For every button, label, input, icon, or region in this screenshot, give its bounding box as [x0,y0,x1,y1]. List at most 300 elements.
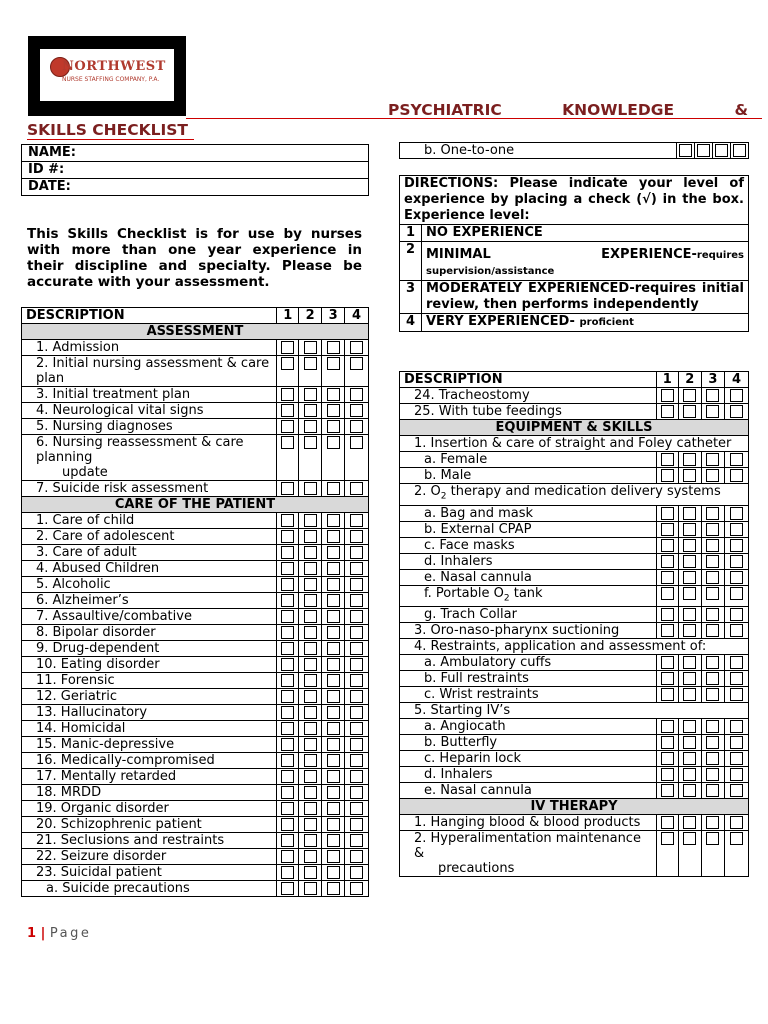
checkbox-level-2[interactable] [304,674,317,687]
checkbox-level-3[interactable] [706,720,719,733]
checkbox-level-4[interactable] [350,530,363,543]
checkbox-level-4[interactable] [730,720,743,733]
section-assessment: ASSESSMENT [22,324,369,340]
checkbox-level-3[interactable] [327,420,340,433]
checklist-row [22,673,369,689]
checkbox-level-3[interactable] [706,389,719,402]
checkbox-level-1[interactable] [281,594,294,607]
checkbox-level-1[interactable] [281,706,294,719]
checkbox-level-2[interactable] [304,882,317,895]
checkbox-level-4[interactable] [350,388,363,401]
checkbox-level-2[interactable] [683,523,696,536]
checkbox-level-1[interactable] [281,754,294,767]
checkbox-level-2[interactable] [304,770,317,783]
item-label: 10. Eating disorder [22,657,277,673]
checkbox-level-1[interactable] [661,832,674,845]
checkbox-level-3[interactable] [715,144,728,157]
checklist-row [22,387,369,403]
section-iv-therapy: IV THERAPY [400,799,749,815]
checklist-row [22,689,369,705]
checkbox-level-4[interactable] [350,436,363,449]
checkbox-level-1[interactable] [661,768,674,781]
checkbox-level-1[interactable] [281,514,294,527]
checkbox-level-1[interactable] [661,752,674,765]
item-label: 15. Manic-depressive [22,737,277,753]
checkbox-level-2[interactable] [683,688,696,701]
checkbox-level-2[interactable] [304,786,317,799]
checkbox-level-3[interactable] [327,786,340,799]
checkbox-level-2[interactable] [683,656,696,669]
checkbox-level-4[interactable] [730,736,743,749]
checkbox-level-3[interactable] [327,578,340,591]
checkbox-level-1[interactable] [281,482,294,495]
checkbox-level-2[interactable] [683,571,696,584]
item-label: 4. Neurological vital signs [22,403,277,419]
checkbox-level-4[interactable] [730,571,743,584]
checkbox-level-3[interactable] [327,530,340,543]
checkbox-level-3[interactable] [327,482,340,495]
item-label: c. Face masks [400,537,657,553]
checklist-row [22,817,369,833]
item-label: 19. Organic disorder [22,801,277,817]
checkbox-level-3[interactable] [706,453,719,466]
checkbox-level-4[interactable] [730,453,743,466]
checkbox-level-1[interactable] [281,420,294,433]
checkbox-level-3[interactable] [327,850,340,863]
item-label: 3. Initial treatment plan [22,387,277,403]
section-equipment-skills: EQUIPMENT & SKILLS [400,420,749,436]
checkbox-level-2[interactable] [304,690,317,703]
checkbox-level-1[interactable] [281,341,294,354]
checkbox-level-1[interactable] [281,546,294,559]
checkbox-level-2[interactable] [304,562,317,575]
checkbox-level-3[interactable] [327,562,340,575]
checklist-row [400,767,749,783]
checkbox-level-2[interactable] [683,832,696,845]
page-footer: 1 | Page [27,926,92,941]
checklist-row [22,419,369,435]
checkbox-level-3[interactable] [327,594,340,607]
checkbox-level-3[interactable] [706,555,719,568]
checkbox-level-3[interactable] [327,341,340,354]
checkbox-level-4[interactable] [350,357,363,370]
level-2-note-a: requires [696,250,744,261]
checkbox-level-4[interactable] [350,610,363,623]
checkbox-level-1[interactable] [661,389,674,402]
logo-subtitle: NURSE STAFFING COMPANY, P.A. [62,76,160,83]
checkbox-level-3[interactable] [706,784,719,797]
checklist-row [400,607,749,623]
checkbox-level-2[interactable] [304,357,317,370]
item-label: 21. Seclusions and restraints [22,833,277,849]
checkbox-level-2[interactable] [683,752,696,765]
checkbox-level-1[interactable] [281,388,294,401]
date-field[interactable]: DATE: [22,179,369,196]
checkbox-level-1[interactable] [281,404,294,417]
checkbox-level-4[interactable] [350,738,363,751]
item-label: 2. Care of adolescent [22,529,277,545]
item-restraints: 4. Restraints, application and assessment of: [400,639,749,655]
checkbox-level-3[interactable] [706,752,719,765]
checkbox-level-1[interactable] [281,674,294,687]
checkbox-level-1[interactable] [281,578,294,591]
checkbox-level-4[interactable] [350,546,363,559]
level-4: VERY EXPERIENCED- proficient [422,314,749,332]
checkbox-level-1[interactable] [281,738,294,751]
checkbox-level-2[interactable] [304,610,317,623]
checkbox-level-4[interactable] [350,658,363,671]
checkbox-level-4[interactable] [350,482,363,495]
checkbox-level-2[interactable] [304,546,317,559]
checkbox-level-4[interactable] [350,674,363,687]
checklist-row [400,569,749,585]
checkbox-level-4[interactable] [730,768,743,781]
checkbox-level-3[interactable] [706,656,719,669]
checkbox-level-4[interactable] [730,389,743,402]
checkbox-level-1[interactable] [281,562,294,575]
checkbox-level-2[interactable] [683,453,696,466]
checkbox-level-4[interactable] [350,626,363,639]
checkbox-level-1[interactable] [281,802,294,815]
checkbox-level-4[interactable] [350,594,363,607]
checkbox-level-2[interactable] [683,768,696,781]
checklist-row [22,481,369,497]
checkbox-level-3[interactable] [706,736,719,749]
checkbox-level-1[interactable] [661,688,674,701]
checkbox-level-1[interactable] [281,818,294,831]
checkbox-level-2[interactable] [304,594,317,607]
checkbox-level-3[interactable] [327,674,340,687]
checkbox-level-1[interactable] [281,530,294,543]
checkbox-level-3[interactable] [706,587,719,600]
checkbox-level-1[interactable] [661,469,674,482]
item-label: 22. Seizure disorder [22,849,277,865]
item-label: c. Heparin lock [400,751,657,767]
checkbox-level-4[interactable] [730,555,743,568]
checkbox-level-2[interactable] [683,784,696,797]
checkbox-level-3[interactable] [706,507,719,520]
checklist-row [22,609,369,625]
checkbox-level-4[interactable] [730,656,743,669]
checkbox-level-2[interactable] [683,736,696,749]
checkbox-level-3[interactable] [706,832,719,845]
checkbox-level-4[interactable] [350,420,363,433]
item-label: 7. Assaultive/combative [22,609,277,625]
checkbox-level-1[interactable] [281,357,294,370]
checkbox-level-4[interactable] [730,672,743,685]
checkbox-level-4[interactable] [733,144,746,157]
checkbox-level-1[interactable] [281,690,294,703]
section-care-of-patient: CARE OF THE PATIENT [22,497,369,513]
checkbox-level-4[interactable] [350,850,363,863]
checkbox-level-2[interactable] [304,850,317,863]
checkbox-level-3[interactable] [706,688,719,701]
item-label: f. Portable $O_2$ tank [400,585,657,607]
checklist-row [400,783,749,799]
checkbox-level-2[interactable] [304,642,317,655]
left-checklist: DESCRIPTION 1 2 3 4 ASSESSMENT 1. Admission 2. Initial nursing assessment & care plan 3. Initial treatment plan 4. Neurological vital signs 5. Nursing diagnoses 6. Nursing reassessment & care planning update 7. Suicide risk assessment CARE OF THE PATIENT 1. Care of child 2. Care of adolescent 3. Care of adult 4. Abused Children 5. Alcoholic 6. Alzheimer’s 7. Assaultive/combative 8. Bipolar disorder 9. Drug-dependent 10. Eating disorder 11. Forensic 12. Geriatric 13. Hallucinatory 14. Homicidal 15. Manic-depressive 16. Medically-compromised 17. Mentally retarded 18. MRDD 19. Organic disorder 20. Schizophrenic patient 21. Seclusions and restraints 22. Seizure disorder 23. Suicidal patient a. Suicide precautions [21,307,369,897]
checkbox-level-1[interactable] [281,770,294,783]
checklist-row [22,801,369,817]
checkbox-level-4[interactable] [350,834,363,847]
checkbox-level-3[interactable] [706,624,719,637]
checkbox-level-4[interactable] [730,523,743,536]
checkbox-level-2[interactable] [683,816,696,829]
checkbox-level-3[interactable] [327,357,340,370]
checkbox-level-3[interactable] [327,866,340,879]
checkbox-level-3[interactable] [706,469,719,482]
checkbox-level-1[interactable] [661,555,674,568]
checkbox-level-2[interactable] [304,818,317,831]
checklist-row [400,831,749,877]
checkbox-level-3[interactable] [327,404,340,417]
directions-table: DIRECTIONS: Please indicate your level of experience by placing a check (√) in the box. Experience level: 1 NO EXPERIENCE 2 MINIMAL EXPERIENCE-requires supervision/assistance 3 MODERATELY EXPERIENCED-requires initial review, then performs independently 4 VERY EXPERIENCED- proficient [399,175,749,332]
checkbox-level-2[interactable] [683,720,696,733]
checkbox-level-2[interactable] [683,507,696,520]
checklist-row [22,641,369,657]
checkbox-level-1[interactable] [661,624,674,637]
item-label: 24. Tracheostomy [400,388,657,404]
checkbox-level-2[interactable] [683,539,696,552]
checklist-row [22,865,369,881]
item-label: 4. Abused Children [22,561,277,577]
checkbox-level-1[interactable] [281,834,294,847]
checkbox-level-3[interactable] [706,539,719,552]
checkbox-level-4[interactable] [730,608,743,621]
checkbox-level-1[interactable] [661,453,674,466]
checkbox-level-1[interactable] [661,539,674,552]
checkbox-level-4[interactable] [350,802,363,815]
checkbox-level-1[interactable] [661,587,674,600]
checkbox-level-2[interactable] [304,578,317,591]
checkbox-level-3[interactable] [327,658,340,671]
checklist-row [22,561,369,577]
checkbox-level-4[interactable] [730,539,743,552]
checkbox-level-3[interactable] [706,405,719,418]
item-label: 1. Admission [22,340,277,356]
checkbox-level-2[interactable] [683,389,696,402]
checkbox-level-4[interactable] [730,469,743,482]
checkbox-level-4[interactable] [730,816,743,829]
checkbox-level-2[interactable] [304,436,317,449]
checkbox-level-4[interactable] [730,624,743,637]
id-field[interactable]: ID #: [22,162,369,179]
checklist-row [22,881,369,897]
checkbox-level-3[interactable] [327,802,340,815]
checkbox-level-1[interactable] [281,866,294,879]
checkbox-level-1[interactable] [661,405,674,418]
checkbox-level-3[interactable] [327,546,340,559]
checkbox-level-2[interactable] [304,388,317,401]
checkbox-level-3[interactable] [327,722,340,735]
checkbox-level-1[interactable] [281,642,294,655]
item-label: c. Wrist restraints [400,687,657,703]
checklist-row [22,356,369,387]
checkbox-level-3[interactable] [327,770,340,783]
checklist-row [22,785,369,801]
checkbox-level-4[interactable] [350,722,363,735]
checklist-row [400,452,749,468]
directions-text: DIRECTIONS: Please indicate your level of experience by placing a check (√) in the box. Experience level: [400,176,749,225]
item-label: 16. Medically-compromised [22,753,277,769]
checkbox-level-3[interactable] [327,754,340,767]
checkbox-level-3[interactable] [327,642,340,655]
checkbox-level-3[interactable] [327,610,340,623]
checkbox-level-3[interactable] [706,816,719,829]
checkbox-level-1[interactable] [281,786,294,799]
checklist-row [400,719,749,735]
checkbox-level-4[interactable] [350,690,363,703]
checkbox-level-4[interactable] [730,507,743,520]
checkbox-level-4[interactable] [350,786,363,799]
checklist-row [22,721,369,737]
checkbox-level-3[interactable] [327,436,340,449]
checkbox-level-4[interactable] [350,754,363,767]
checkbox-level-2[interactable] [304,738,317,751]
checkbox-level-1[interactable] [679,144,692,157]
checkbox-level-1[interactable] [661,523,674,536]
checkbox-level-2[interactable] [304,706,317,719]
checkbox-level-2[interactable] [304,754,317,767]
item-label: d. Inhalers [400,767,657,783]
checklist-row [400,468,749,484]
checkbox-level-3[interactable] [327,818,340,831]
description-header: DESCRIPTION [22,308,277,324]
checkbox-level-1[interactable] [281,610,294,623]
checkbox-level-3[interactable] [706,672,719,685]
page-title-line2: SKILLS CHECKLIST [27,121,194,140]
checkbox-level-4[interactable] [730,784,743,797]
item-label: 6. Alzheimer’s [22,593,277,609]
checklist-row [400,671,749,687]
checklist-row [22,529,369,545]
checkbox-level-4[interactable] [730,405,743,418]
checkbox-level-1[interactable] [661,736,674,749]
name-field[interactable]: NAME: [22,145,369,162]
checkbox-level-2[interactable] [683,672,696,685]
checkbox-level-1[interactable] [281,722,294,735]
checkbox-level-1[interactable] [281,882,294,895]
level-2: MINIMAL EXPERIENCE-requires supervision/assistance [422,242,749,281]
checkbox-level-4[interactable] [730,688,743,701]
checkbox-level-2[interactable] [683,624,696,637]
checkbox-level-2[interactable] [304,482,317,495]
checkbox-level-4[interactable] [350,770,363,783]
checkbox-level-1[interactable] [281,850,294,863]
item-label: 18. MRDD [22,785,277,801]
checklist-row [22,833,369,849]
checkbox-level-1[interactable] [281,436,294,449]
checklist-row [22,435,369,481]
checklist-row [400,735,749,751]
description-header-right: DESCRIPTION [400,372,657,388]
checkbox-level-3[interactable] [327,514,340,527]
checkbox-level-4[interactable] [350,882,363,895]
checkbox-level-1[interactable] [661,507,674,520]
checklist-row [400,537,749,553]
checkbox-level-1[interactable] [661,672,674,685]
checkbox-level-2[interactable] [304,420,317,433]
checkbox-level-4[interactable] [350,514,363,527]
checkbox-level-1[interactable] [661,571,674,584]
item-label: 1. Care of child [22,513,277,529]
checkbox-level-1[interactable] [661,784,674,797]
checkbox-level-3[interactable] [327,388,340,401]
checkbox-level-2[interactable] [683,608,696,621]
checkbox-level-4[interactable] [350,578,363,591]
checkbox-level-3[interactable] [327,690,340,703]
checkbox-level-2[interactable] [304,404,317,417]
checklist-row [22,545,369,561]
checklist-row [400,404,749,420]
checkbox-level-4[interactable] [350,341,363,354]
checkbox-level-2[interactable] [683,555,696,568]
checkbox-level-3[interactable] [706,523,719,536]
checkbox-level-2[interactable] [683,469,696,482]
checkbox-level-4[interactable] [350,562,363,575]
checkbox-level-2[interactable] [304,530,317,543]
checklist-row [22,849,369,865]
item-label: d. Inhalers [400,553,657,569]
checkbox-level-3[interactable] [327,738,340,751]
checkbox-level-3[interactable] [706,768,719,781]
item-label: a. Angiocath [400,719,657,735]
checkbox-level-2[interactable] [304,722,317,735]
checkbox-level-1[interactable] [661,816,674,829]
checkbox-level-2[interactable] [304,834,317,847]
page-title: PSYCHIATRIC KNOWLEDGE & [388,101,748,119]
checkbox-level-2[interactable] [304,658,317,671]
item-label: 6. Nursing reassessment & care planning update [22,435,277,481]
checkbox-level-2[interactable] [304,626,317,639]
checklist-row [400,585,749,607]
checkbox-level-4[interactable] [350,706,363,719]
checkbox-level-1[interactable] [281,658,294,671]
checkbox-level-3[interactable] [327,626,340,639]
checkbox-level-3[interactable] [327,706,340,719]
checkbox-level-1[interactable] [661,720,674,733]
checkbox-level-4[interactable] [350,404,363,417]
checkbox-level-3[interactable] [327,882,340,895]
checkbox-level-1[interactable] [661,608,674,621]
checkbox-level-3[interactable] [706,608,719,621]
item-o2-therapy: 2. $O_2$ therapy and medication delivery systems [400,484,749,506]
level-1: NO EXPERIENCE [422,225,749,242]
checkbox-level-3[interactable] [706,571,719,584]
item-label: 5. Alcoholic [22,577,277,593]
checkbox-level-4[interactable] [730,587,743,600]
item-label: a. Ambulatory cuffs [400,655,657,671]
checkbox-level-1[interactable] [661,656,674,669]
checkbox-level-2[interactable] [304,866,317,879]
checkbox-level-2[interactable] [683,587,696,600]
checkbox-level-4[interactable] [350,866,363,879]
checkbox-level-4[interactable] [730,752,743,765]
checkbox-level-4[interactable] [350,642,363,655]
checklist-row [400,655,749,671]
checklist-row [22,737,369,753]
checkbox-level-2[interactable] [683,405,696,418]
checkbox-level-2[interactable] [697,144,710,157]
checkbox-level-4[interactable] [730,832,743,845]
checkbox-level-3[interactable] [327,834,340,847]
checkbox-level-4[interactable] [350,818,363,831]
checkbox-level-2[interactable] [304,514,317,527]
intro-text: This Skills Checklist is for use by nurses with more than one year experience in their discipline and specialty. Please be accurate with your assessment. [27,226,362,290]
checkbox-level-1[interactable] [281,626,294,639]
checkbox-level-2[interactable] [304,802,317,815]
checkbox-level-2[interactable] [304,341,317,354]
